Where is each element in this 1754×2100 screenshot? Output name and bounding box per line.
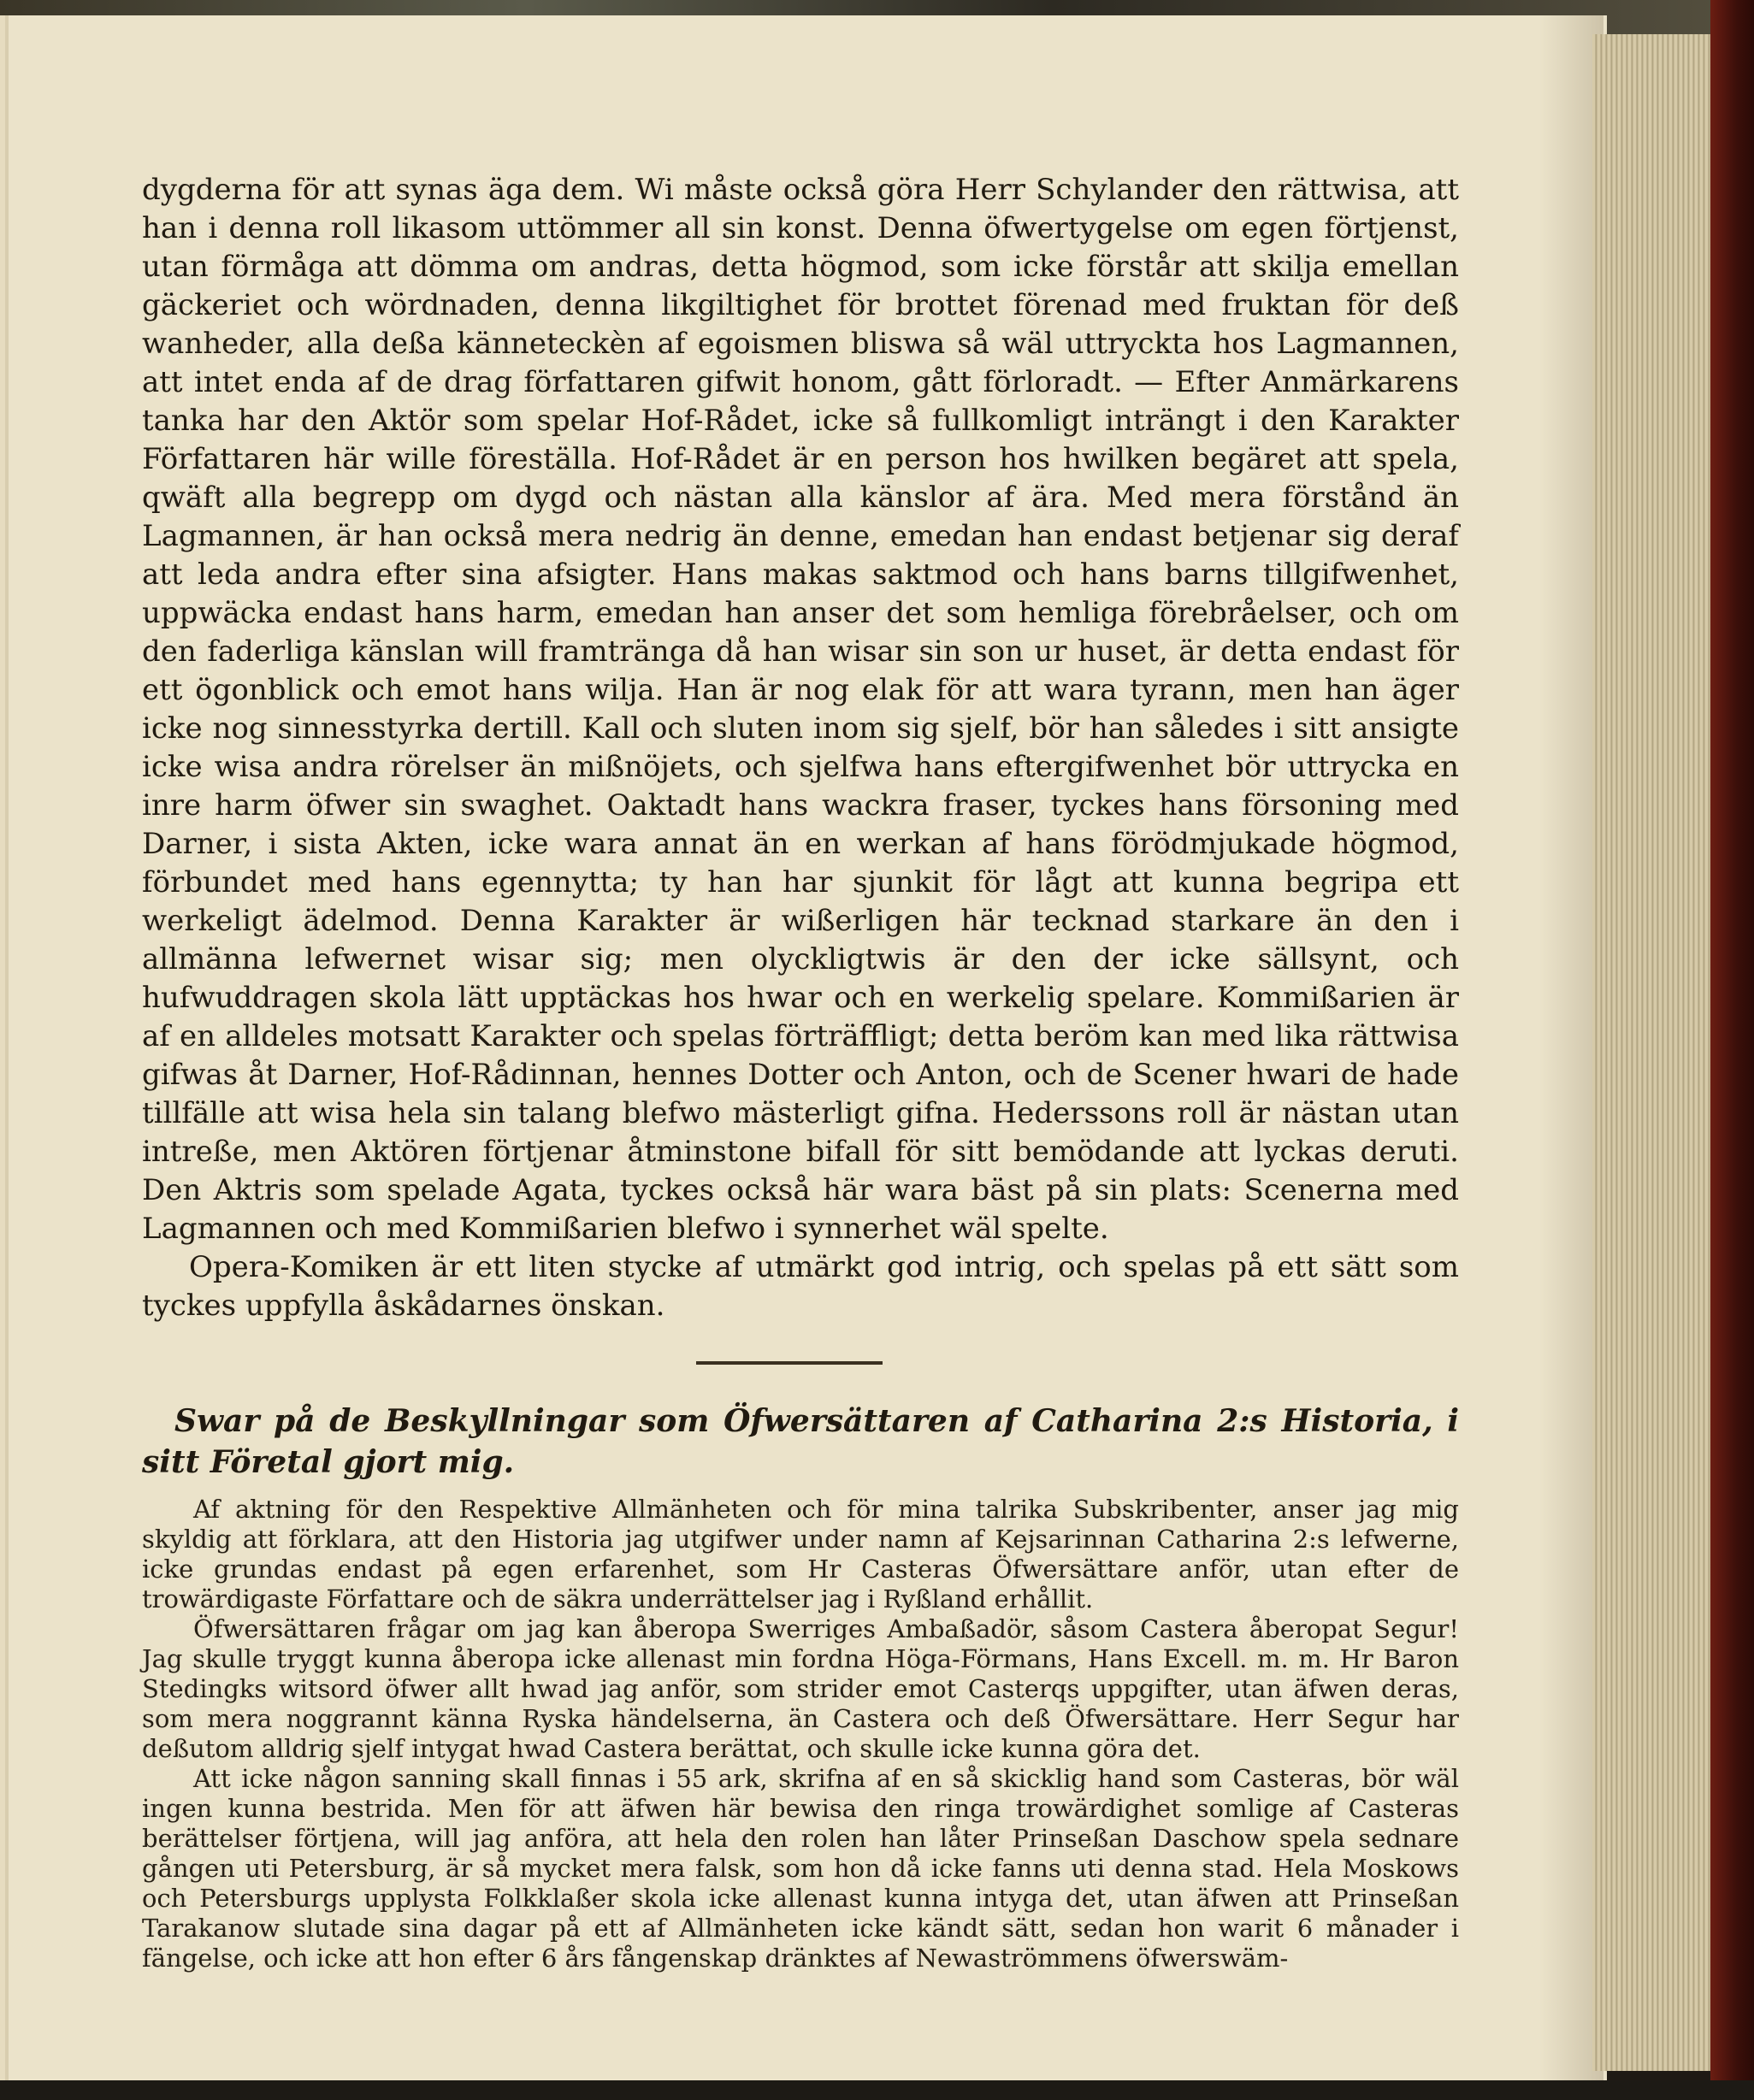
background-bottom-edge [0,2080,1754,2100]
page-stack-edge [1592,34,1716,2071]
reply-heading [142,1401,1459,1483]
article-paragraph: Opera-Komiken är ett liten stycke af utmärkt god intrig, och spelas på ett sätt som tyckes uppfylla åskådarnes önskan. [142,1250,1459,1323]
page-content [142,171,1459,1973]
article-paragraph: dygderna för att synas äga dem. Wi måste också göra Herr Schylander den rättwisa, att han i denna roll likasom uttömmer all sin konst. Denna öfwertygelse om egen förtjenst, utan förmåga att dömma om andras, detta högmod, som icke förstår att skilja emellan gäckeriet och wördnaden, denna likgiltighet för brottet förenad med fruktan för deß wanheder, alla deßa känneteckèn af egoismen bliswa så wäl uttryckta hos Lagmannen, att intet enda af de drag författaren gifwit honom, gått förloradt. — Efter Anmärkarens tanka har den Aktör som spelar Hof-Rådet, icke så fullkomligt inträngt i den Karakter Författaren här wille föreställa. Hof-Rådet är en person hos hwilken begäret att spela, qwäft alla begrepp om dygd och nästan alla känslor af ära. Med mera förstånd än Lagmannen, är han också mera nedrig än denne, emedan han endast betjenar sig deraf att leda andra efter sina afsigter. Hans makas saktmod och hans barns tillgifwenhet, uppwäcka endast hans harm, emedan han anser det som hemliga förebråelser, och om den faderliga känslan will framtränga då han wisar sin son ur huset, är detta endast för ett ögonblick och emot hans wilja. Han är nog elak för att wara tyrann, men han äger icke nog sinnesstyrka dertill. Kall och sluten inom sig sjelf, bör han således i sitt ansigte icke wisa andra rörelser än mißnöjets, och sjelfwa hans eftergifwenhet bör uttrycka en inre harm öfwer sin swaghet. Oaktadt hans wackra fraser, tyckes hans försoning med Darner, i sista Akten, icke wara annat än en werkan af hans förödmjukade högmod, förbundet med hans egennytta; ty han har sjunkit för lågt att kunna begripa ett werkeligt ädelmod. Denna Karakter är wißerligen här tecknad starkare än den i allmänna lefwernet wisar sig; men olyckligtwis är den der icke sällsynt, och hufwuddragen skola lätt upptäckas hos hwar och en werkelig spelare. Kommißarien är af en alldeles motsatt Karakter och spelas förträffligt; detta beröm kan med lika rättwisa gifwas åt Darner, Hof-Rådinnan, hennes Dotter och Anton, och de Scener hwari de hade tillfälle att wisa hela sin talang blefwo mästerligt gifna. Hederssons roll är nästan utan intreße, men Aktören förtjenar åtminstone bifall för sitt bemödande att lyckas deruti. Den Aktris som spelade Agata, tyckes också här wara bäst på sin plats: Scenerna med Lagmannen och med Kommißarien blefwo i synnerhet wäl spelte. [142,173,1459,1246]
reply-article [142,1401,1459,1973]
reply-paragraph: Af aktning för den Respektive Allmänheten och för mina talrika Subskribenter, anser jag mig skyldig att förklara, att den Historia jag utgifwer under namn af Kejsarinnan Catharina 2:s lefwerne, icke grundas endast på egen erfarenhet, som Hr Casteras Öfwersättare anför, utan efter de trowärdigaste Författare och de säkra underrättelser jag i Ryßland erhållit. [142,1495,1459,1613]
review-article [142,171,1459,1325]
reply-paragraph: Att icke någon sanning skall finnas i 55 ark, skrifna af en så skicklig hand som Casteras, bör wäl ingen kunna bestrida. Men för att äfwen här bewisa den ringa trowärdighet somlige af Casteras berättelser förtjena, will jag anföra, att hela den rolen han låter Prinseßan Daschow spela sednare gången uti Petersburg, är så mycket mera falsk, som hon då icke fanns uti denna stad. Hela Moskows och Petersburgs upplysta Folkklaßer skola icke allenast kunna intyga det, utan äfwen att Prinseßan Tarakanow slutade sina dagar på ett af Allmänheten icke kändt sätt, sedan hon warit 6 månader i fängelse, och icke att hon efter 6 års fångenskap dränktes af Newaströmmens öfwerswäm- [142,1764,1459,1973]
book-cover-edge [1710,0,1754,2100]
reply-heading-text: Swar på de Beskyllningar som Öfwersättaren af Catharina 2:s Historia, i sitt Företal gjort mig. [142,1403,1459,1480]
section-divider [696,1361,883,1365]
reply-paragraph: Öfwersättaren frågar om jag kan åberopa Swerriges Ambaßadör, såsom Castera åberopat Segur! Jag skulle tryggt kunna åberopa icke allenast min fordna Höga-Förmans, Hans Excell. m. m. Hr Baron Stedingks witsord öfwer allt hwad jag anför, som strider emot Casterqs uppgifter, utan äfwen deras, som mera noggrannt känna Ryska händelserna, än Castera och deß Öfwersättare. Herr Segur har deßutom alldrig sjelf intygat hwad Castera berättat, och skulle icke kunna göra det. [142,1614,1459,1763]
